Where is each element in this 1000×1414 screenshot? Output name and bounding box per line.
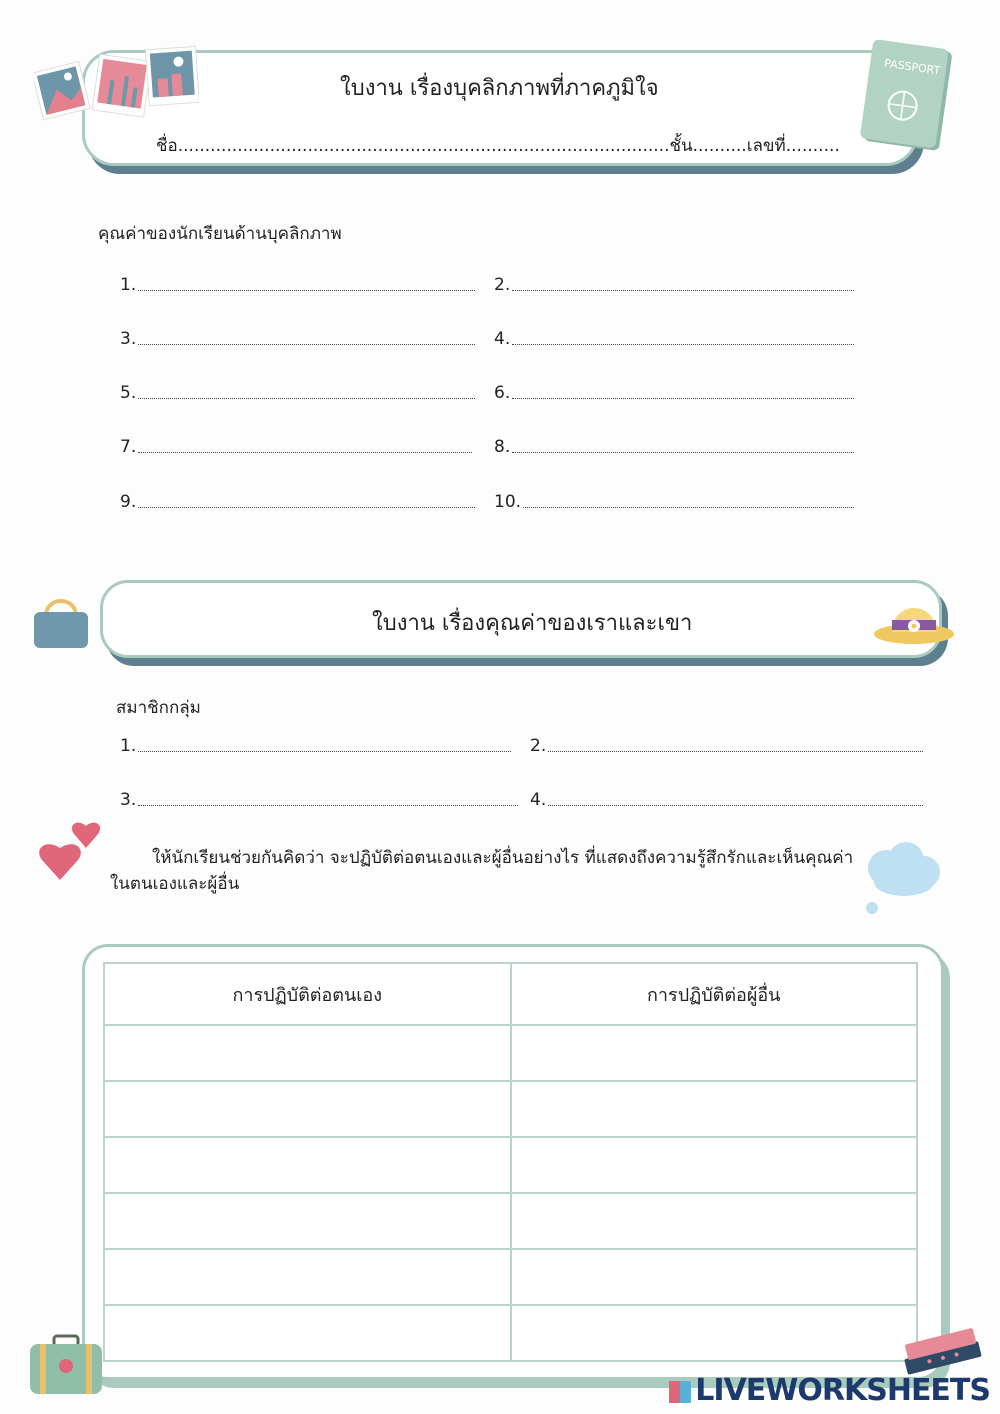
liveworksheets-logo-icon bbox=[669, 1381, 691, 1403]
member-number-1: 1. bbox=[120, 736, 137, 756]
answer-line-7[interactable] bbox=[120, 437, 472, 457]
answer-line-4[interactable] bbox=[494, 329, 854, 349]
table-cell[interactable] bbox=[104, 1081, 511, 1137]
table-cell[interactable] bbox=[511, 1081, 918, 1137]
answer-line-2[interactable] bbox=[494, 275, 854, 295]
member-number-3: 3. bbox=[120, 790, 137, 810]
answer-number-8: 8. bbox=[494, 437, 511, 457]
table-cell[interactable] bbox=[511, 1193, 918, 1249]
table-header-row bbox=[104, 963, 917, 1025]
answer-number-10: 10. bbox=[494, 492, 522, 512]
member-line-4[interactable] bbox=[530, 790, 923, 810]
answer-number-6: 6. bbox=[494, 383, 511, 403]
table-cell[interactable] bbox=[104, 1025, 511, 1081]
suitcase-icon bbox=[26, 1334, 106, 1396]
table-cell[interactable] bbox=[511, 1305, 918, 1361]
table-row bbox=[104, 1193, 917, 1249]
passport-label: PASSPORT bbox=[883, 56, 941, 78]
passport-icon bbox=[856, 40, 956, 152]
liveworksheets-watermark bbox=[669, 1373, 990, 1408]
member-number-2: 2. bbox=[530, 736, 547, 756]
member-line-1[interactable] bbox=[120, 736, 511, 756]
instruction-text: ให้นักเรียนช่วยกันคิดว่า จะปฏิบัติต่อตนเองและผู้อื่นอย่างไร ที่แสดงถึงความรู้สึกรักและเห็นคุณค่าในตนเองและผู้อื่น bbox=[110, 848, 854, 894]
section1-heading: คุณค่าของนักเรียนด้านบุคลิกภาพ bbox=[98, 224, 342, 244]
answer-number-1: 1. bbox=[120, 275, 137, 295]
member-line-2[interactable] bbox=[530, 736, 923, 756]
answer-number-5: 5. bbox=[120, 383, 137, 403]
table-row bbox=[104, 1249, 917, 1305]
table-cell[interactable] bbox=[104, 1137, 511, 1193]
table-cell[interactable] bbox=[511, 1249, 918, 1305]
practice-table bbox=[103, 962, 918, 1362]
worksheet-title-2: ใบงาน เรื่องคุณค่าของเราและเขา bbox=[372, 611, 693, 636]
answer-number-3: 3. bbox=[120, 329, 137, 349]
table-row bbox=[104, 1137, 917, 1193]
watermark-text: LIVEWORKSHEETS bbox=[695, 1373, 990, 1408]
answer-line-8[interactable] bbox=[494, 437, 854, 457]
answer-line-5[interactable] bbox=[120, 383, 475, 403]
column-header-self: การปฏิบัติต่อตนเอง bbox=[104, 963, 511, 1025]
table-cell[interactable] bbox=[511, 1025, 918, 1081]
answer-number-9: 9. bbox=[120, 492, 137, 512]
member-number-4: 4. bbox=[530, 790, 547, 810]
student-info-line: ชื่อ...........................................................................................ชั้น..........เลขที่.......... bbox=[156, 136, 840, 156]
table-cell[interactable] bbox=[104, 1193, 511, 1249]
answer-line-10[interactable] bbox=[494, 492, 854, 512]
worksheet-title-1: ใบงาน เรื่องบุคลิกภาพที่ภาคภูมิใจ bbox=[340, 76, 659, 101]
answer-line-6[interactable] bbox=[494, 383, 854, 403]
photo-collage-icon bbox=[34, 44, 199, 126]
column-header-others: การปฏิบัติต่อผู้อื่น bbox=[511, 963, 918, 1025]
answer-number-7: 7. bbox=[120, 437, 137, 457]
thought-cloud-icon bbox=[860, 840, 944, 916]
member-line-3[interactable] bbox=[120, 790, 518, 810]
table-row bbox=[104, 1025, 917, 1081]
table-row bbox=[104, 1081, 917, 1137]
answer-line-1[interactable] bbox=[120, 275, 475, 295]
answer-number-2: 2. bbox=[494, 275, 511, 295]
answer-line-9[interactable] bbox=[120, 492, 475, 512]
answer-line-3[interactable] bbox=[120, 329, 475, 349]
table-cell[interactable] bbox=[104, 1305, 511, 1361]
hat-icon bbox=[872, 596, 956, 648]
table-cell[interactable] bbox=[104, 1249, 511, 1305]
table-cell[interactable] bbox=[511, 1137, 918, 1193]
section2-heading: สมาชิกกลุ่ม bbox=[116, 698, 201, 718]
answer-number-4: 4. bbox=[494, 329, 511, 349]
table-row bbox=[104, 1305, 917, 1361]
hearts-icon bbox=[36, 820, 106, 884]
handbag-icon bbox=[30, 592, 92, 652]
